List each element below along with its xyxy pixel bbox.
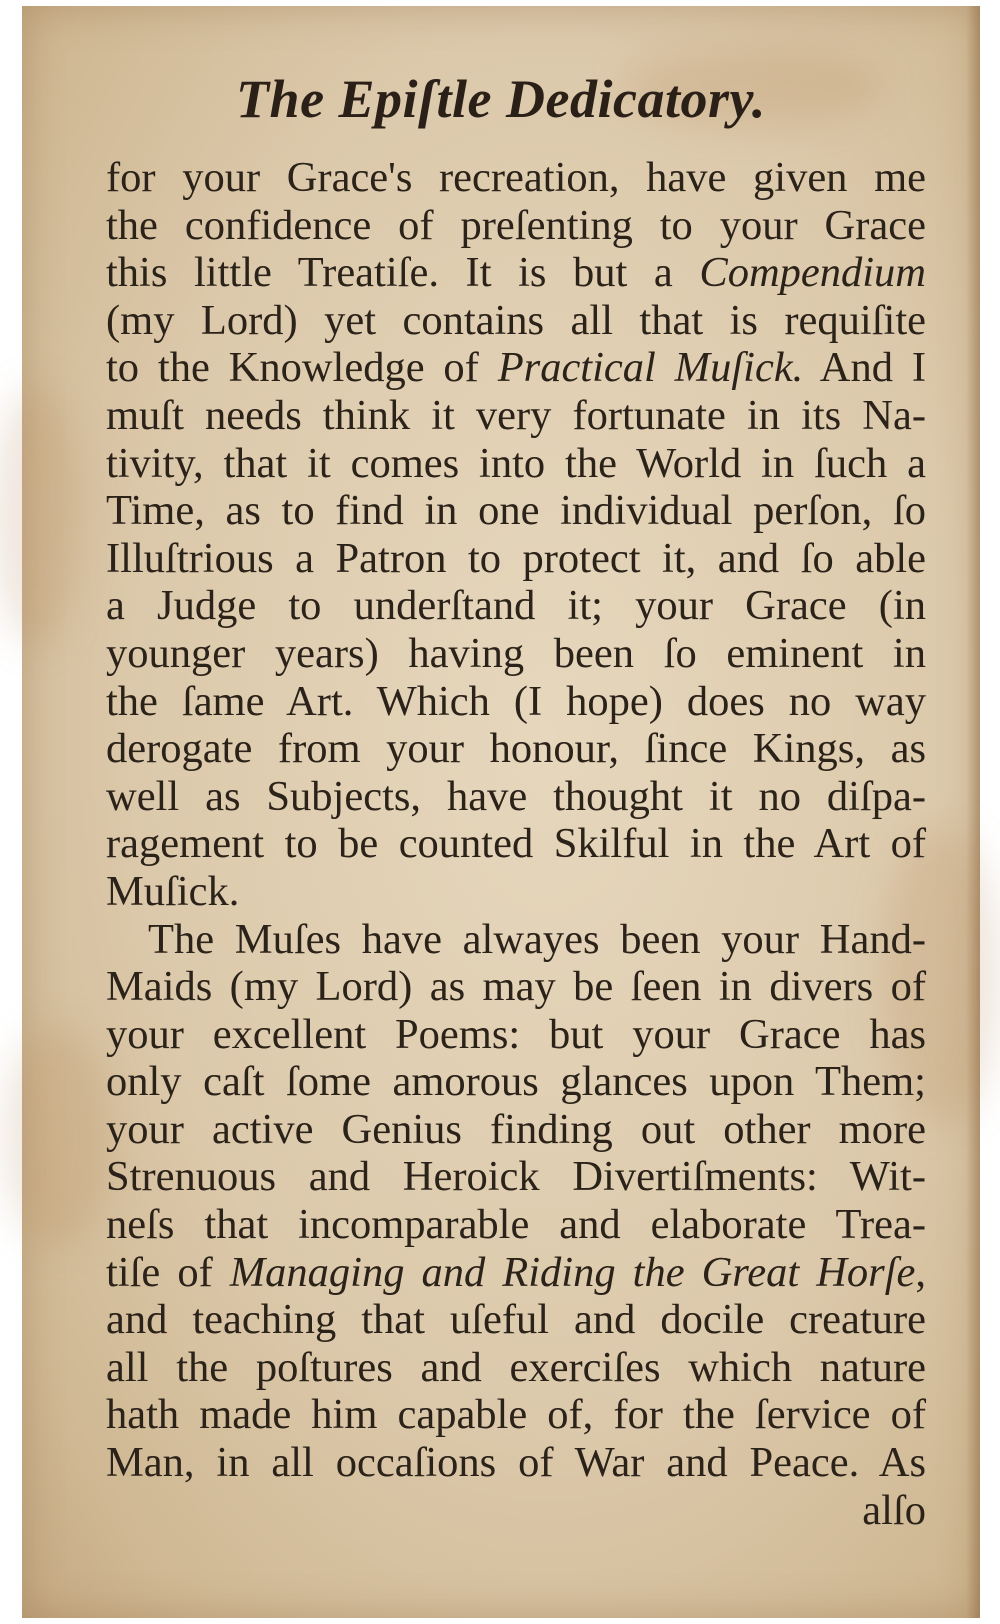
text-line: Illuſtrious a Patron to protect it, and ſo able [106, 534, 926, 582]
text-line: Time, as to find in one individual perſon, ſo [106, 487, 926, 535]
body-text [106, 154, 926, 1534]
text-line: to the Knowledge of Practical Muſick. And I [106, 344, 926, 392]
text-line: for your Grace's recreation, have given me [106, 154, 926, 201]
text-line: the ſame Art. Which (I hope) does no way [106, 677, 926, 725]
text-line: The Muſes have alwayes been your Hand- [148, 915, 926, 963]
text-line: this little Treatiſe. It is but a Compendium [106, 249, 926, 297]
text-line: Strenuous and Heroick Divertiſments: Wit- [106, 1153, 926, 1201]
text-line: your active Genius finding out other more [106, 1105, 926, 1153]
text-line: the confidence of preſenting to your Grace [106, 201, 926, 249]
text-line: younger years) having been ſo eminent in [106, 629, 926, 677]
text-line: only caſt ſome amorous glances upon Them; [106, 1058, 926, 1106]
running-head: The Epiſtle Dedicatory. [236, 69, 766, 129]
italic-term: Managing and Riding the Great Horſe [229, 1248, 916, 1296]
text-line: a Judge to underſtand it; your Grace (in [106, 582, 926, 630]
catchword: alſo [862, 1486, 926, 1534]
text-line: Maids (my Lord) as may be ſeen in divers of [106, 963, 926, 1011]
text-line: ragement to be counted Skilful in the Art of [106, 820, 926, 868]
page-edge-shadow [966, 6, 980, 1618]
italic-term: Practical Muſick. [497, 344, 804, 392]
text-line: hath made him capable of, for the ſervice of [106, 1391, 926, 1439]
text-line: Man, in all occaſions of War and Peace. As [106, 1439, 926, 1487]
text-line: tivity, that it comes into the World in ſuch a [106, 439, 926, 487]
page-stain [0, 386, 82, 646]
page-stain [2, 1026, 112, 1246]
text-line: muſt needs think it very fortunate in its Na- [106, 391, 926, 439]
text-line: derogate from your honour, ſince Kings, as [106, 725, 926, 773]
text-line: tiſe of Managing and Riding the Great Horſe, [106, 1248, 926, 1296]
text-line: (my Lord) yet contains all that is requiſite [106, 296, 926, 344]
text-line: all the poſtures and exerciſes which nature [106, 1343, 926, 1391]
text-line: well as Subjects, have thought it no diſpa- [106, 772, 926, 820]
book-page [22, 6, 980, 1618]
text-line: your excellent Poems: but your Grace has [106, 1010, 926, 1058]
text-line: neſs that incomparable and elaborate Trea- [106, 1201, 926, 1249]
text-line: and teaching that uſeful and docile creature [106, 1296, 926, 1344]
text-line: Muſick. [106, 867, 240, 915]
italic-term: Compendium [699, 249, 926, 297]
